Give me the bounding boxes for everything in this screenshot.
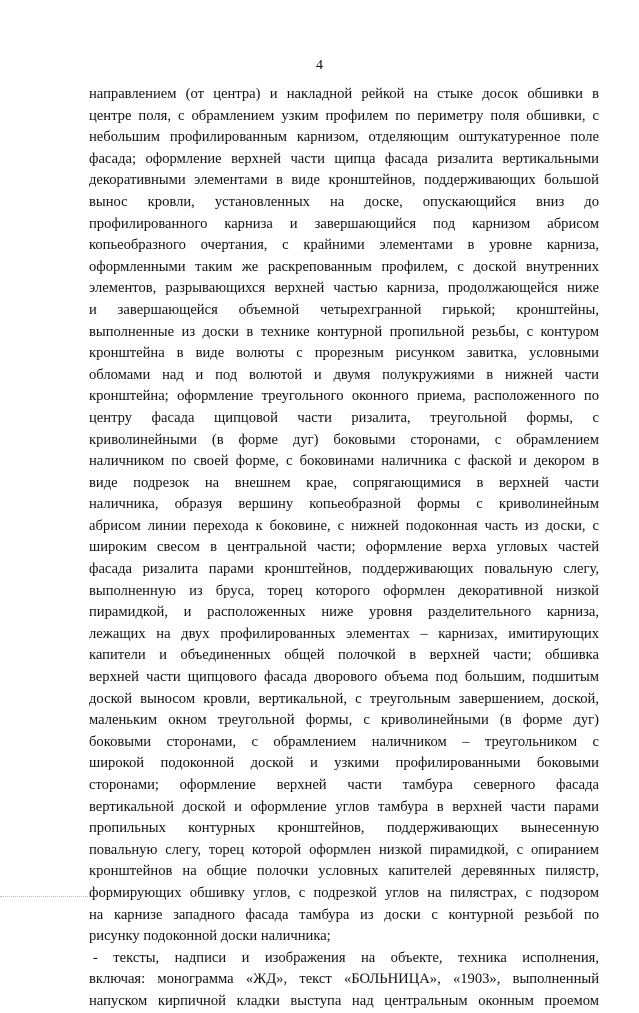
text-line: напуском кирпичной кладки выступа над центральным оконным проемом (89, 992, 599, 1009)
text-line: лежащих на двух профилированных элементах – карнизах, имитирующих (89, 625, 599, 642)
text-line: фасада ризалита парами кронштейнов, поддерживающих повальную слегу, (89, 561, 599, 578)
text-line: доской выносом кровли, вертикальной, с треугольным завершением, доской, (89, 690, 599, 707)
text-line: капители и объединенных общей полочкой в верхней части; обшивка (89, 647, 599, 664)
text-line: направлением (от центра) и накладной рейкой на стыке досок обшивки в (89, 86, 599, 102)
text-line: копьеобразного очертания, с крайними элементами в уровне карниза, (89, 237, 599, 254)
text-line: на карнизе западного фасада тамбура из доски с контурной резьбой по (89, 906, 599, 923)
text-line: вертикальной доской и оформление углов тамбура в верхней части парами (89, 798, 599, 815)
text-line: центру фасада щипцовой части ризалита, треугольной формы, с (89, 409, 599, 426)
text-line: кронштейна в виде волюты с прорезным рисунком завитка, условными (89, 345, 599, 362)
text-line: - тексты, надписи и изображения на объекте, техника исполнения, (93, 949, 599, 966)
text-line: центре поля, с обрамлением узким профилем по периметру поля обшивки, с (89, 107, 599, 124)
text-line: выполненные из доски в технике контурной пропильной резьбы, с контуром (89, 323, 599, 340)
text-line: кронштейнов на общие полочки условных капителей деревянных пилястр, (89, 863, 599, 880)
text-line: пирамидкой, и расположенных ниже уровня разделительного карниза, (89, 604, 599, 621)
text-line: небольшим профилированным карнизом, отделяющим оштукатуренное поле (89, 129, 599, 146)
paragraph-inscriptions (89, 948, 599, 1013)
text-line: элементов, разрывающихся верхней частью карниза, продолжающейся ниже (89, 280, 599, 297)
text-line: криволинейными (в форме дуг) боковыми сторонами, с обрамлением (89, 431, 599, 448)
text-line: повальную слегу, торец которой оформлен низкой пирамидкой, с опиранием (89, 841, 599, 858)
document-body (89, 84, 599, 1013)
text-line: оформленными таким же раскрепованным профилем, с доской внутренних (89, 258, 599, 275)
text-line: пропильных контурных кронштейнов, поддерживающих вынесенную (89, 820, 599, 837)
text-line: широкой подоконной доской и узкими профилированными боковыми (89, 755, 599, 772)
text-line: профилированного карниза и завершающийся под карнизом абрисом (89, 215, 599, 232)
text-line: виде подрезок на внешнем крае, сопрягающимися в верхней части (89, 474, 599, 491)
text-line: маленьким окном треугольной формы, с криволинейными (в форме дуг) (89, 712, 599, 729)
text-line: наличником по своей форме, с боковинами наличника с фаской и декором в (89, 453, 599, 470)
text-line: кронштейна; оформление треугольного оконного приема, расположенного по (89, 388, 599, 405)
text-line: верхней части щипцового фасада дворового объема под большим, подшитым (89, 669, 599, 686)
text-line: вынос кровли, установленных на доске, опускающийся вниз до (89, 193, 599, 210)
text-line: широким свесом в центральной части; оформление верха угловых частей (89, 539, 599, 556)
text-line: фасада; оформление верхней части щипца фасада ризалита вертикальными (89, 150, 599, 167)
text-line: сторонами; оформление верхней части тамбура северного фасада (89, 777, 599, 793)
text-line: декоративными элементами в виде кронштейнов, поддерживающих большой (89, 172, 599, 189)
text-line: и завершающейся объемной четырехгранной гирькой; кронштейны, (89, 301, 599, 318)
scan-artifact (0, 896, 90, 903)
text-line: наличника, образуя вершину копьеобразной формы с криволинейным (89, 496, 599, 513)
text-line: боковыми сторонами, с обрамлением наличником – треугольником с (89, 733, 599, 750)
text-line: формирующих обшивку углов, с подрезкой углов на пилястрах, с подзором (89, 884, 599, 901)
text-line: выполненную из бруса, торец которого оформлен декоративной низкой (89, 582, 599, 599)
text-line: абрисом линии перехода к боковине, с нижней подоконная часть из доски, с (89, 517, 599, 534)
text-line: включая: монограмма «ЖД», текст «БОЛЬНИЦА», «1903», выполненный (89, 971, 599, 988)
text-line: обломами над и под волютой и двумя полукружиями в нижней части (89, 366, 599, 383)
text-line: рисунку подоконной доски наличника; (89, 928, 331, 945)
paragraph-facade-description (89, 84, 599, 948)
page-number: 4 (316, 58, 323, 73)
